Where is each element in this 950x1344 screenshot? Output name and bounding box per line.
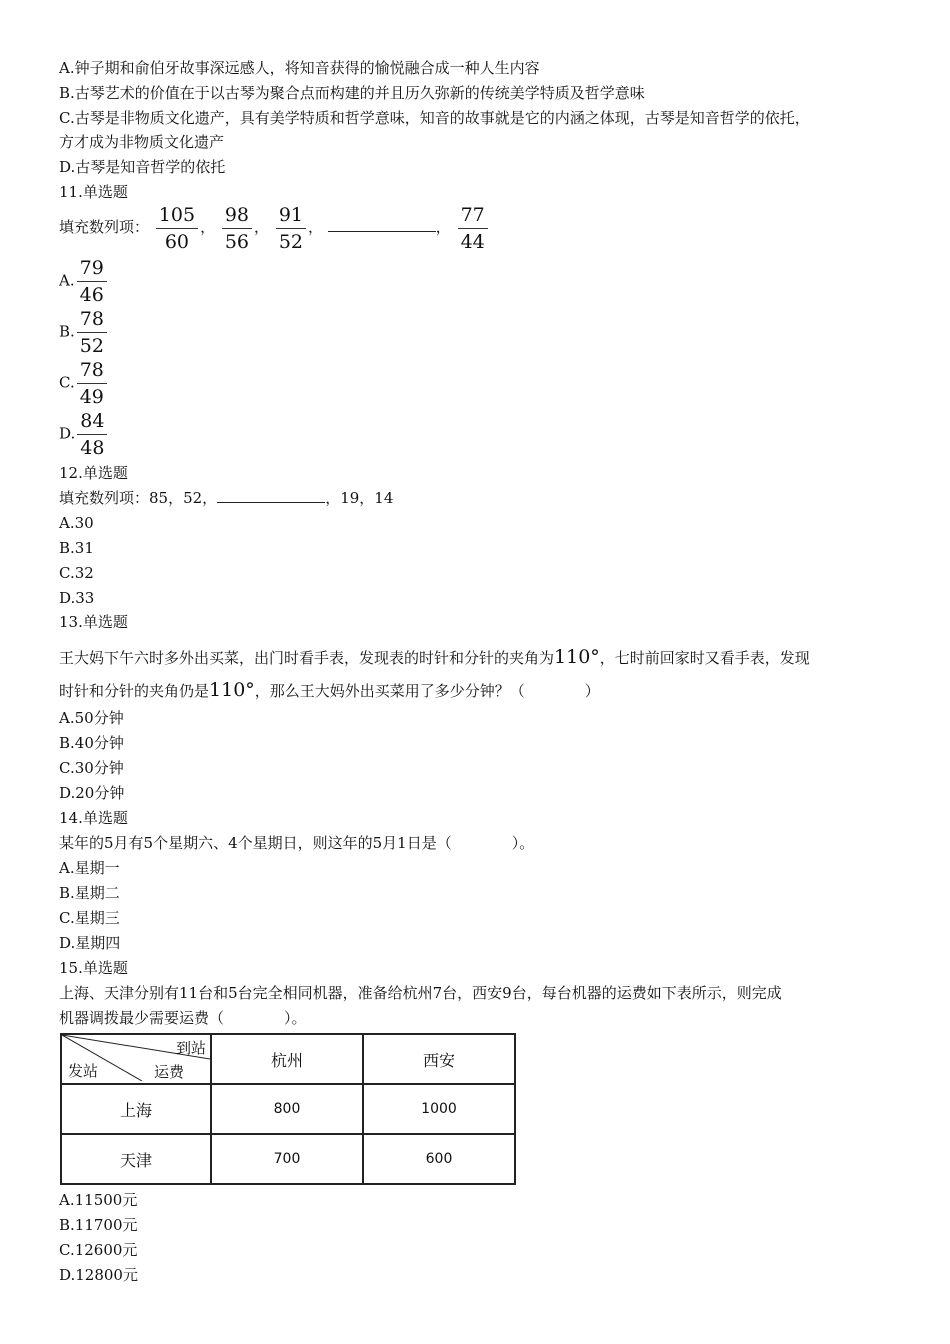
q15-option-a: A.11500元 (59, 1191, 138, 1209)
q11-option-b (59, 308, 109, 357)
q11-fraction-1 (156, 204, 198, 253)
q14-option-d: D.星期四 (59, 934, 121, 952)
q12-option-d: D.33 (59, 589, 95, 607)
q13-option-a: A.50分钟 (59, 709, 124, 727)
option-fraction (77, 308, 107, 357)
q10-option-b: B.古琴艺术的价值在于以古琴为聚合点而构建的并且历久弥新的传统美学特质及哲学意味 (59, 84, 645, 102)
col-header-xian: 西安 (363, 1034, 515, 1084)
denominator: 48 (80, 437, 105, 459)
q11-prompt-line: 填充数列项： $\frac{105}{60}$ ， $\frac{98}{56}$ ， $\frac{91}{52}$ ， ， $\frac{77}{44}$ (59, 203, 490, 251)
q13-text: 时针和分针的夹角仍是 (59, 682, 210, 700)
q13-option-c: C.30分钟 (59, 759, 124, 777)
table-header-row (61, 1034, 515, 1084)
denominator: 44 (460, 230, 485, 253)
q11-option-c (59, 359, 109, 408)
q12-prompt-end: ，19，14 (325, 489, 394, 507)
q11-fraction-3 (276, 204, 306, 253)
q13-text: ，那么王大妈外出买菜用了多少分钟？（ ） (254, 682, 600, 700)
numerator: 78 (77, 359, 107, 384)
q13-header: 13.单选题 (59, 613, 128, 631)
row-header-shanghai: 上海 (61, 1084, 211, 1134)
denominator: 49 (79, 386, 104, 408)
q12-option-a: A.30 (59, 514, 94, 532)
numerator: 79 (77, 257, 107, 282)
q12-prompt-start: 填充数列项：85，52， (59, 489, 218, 507)
q13-option-d: D.20分钟 (59, 784, 125, 802)
q11-option-d (59, 410, 109, 459)
q12-prompt-line (59, 488, 393, 508)
q12-option-b: B.31 (59, 539, 94, 557)
q10-option-d: D.古琴是知音哲学的依托 (59, 158, 226, 176)
q11-answer-blank (328, 217, 436, 232)
freight-cost-table (60, 1033, 516, 1185)
q11-header: 11.单选题 (59, 183, 128, 201)
q13-text: 王大妈下午六时多外出买菜，出门时看手表，发现表的时针和分针的夹角为 (59, 649, 555, 667)
cell-value: 800 (211, 1084, 363, 1134)
q11-option-a (59, 257, 109, 306)
q10-option-c: C.古琴是非物质文化遗产，具有美学特质和哲学意味，知音的故事就是它的内涵之体现，古琴是知音哲学的依托， (59, 109, 810, 127)
denominator: 52 (79, 335, 104, 357)
q10-option-c-continued: 方才成为非物质文化遗产 (59, 133, 225, 151)
denominator: 52 (278, 230, 303, 253)
q15-option-c: C.12600元 (59, 1241, 138, 1259)
numerator: 78 (77, 308, 107, 333)
option-label: D. (59, 424, 76, 443)
q14-option-b: B.星期二 (59, 884, 120, 902)
q11-prompt: 填充数列项： (59, 218, 150, 236)
numerator: 98 (222, 204, 252, 229)
q14-prompt: 某年的5月有5个星期六、4个星期日，则这年的5月1日是（ ）。 (59, 834, 535, 852)
q15-prompt-line-1: 上海、天津分别有11台和5台完全相同机器，准备给杭州7台，西安9台，每台机器的运费如下表所示，则完成 (59, 984, 782, 1002)
numerator: 84 (77, 410, 107, 435)
option-label: B. (59, 322, 75, 341)
q13-angle: 110° (554, 646, 600, 668)
numerator: 105 (156, 204, 198, 229)
option-fraction (77, 257, 107, 306)
q13-option-b: B.40分钟 (59, 734, 124, 752)
q13-angle: 110° (209, 679, 255, 701)
table-row (61, 1084, 515, 1134)
q10-option-a: A.钟子期和俞伯牙故事深远感人，将知音获得的愉悦融合成一种人生内容 (59, 59, 540, 77)
q11-fraction-2 (222, 204, 252, 253)
cell-value: 600 (363, 1134, 515, 1184)
option-fraction (77, 410, 107, 459)
table-corner-cell (61, 1034, 211, 1084)
q14-option-c: C.星期三 (59, 909, 120, 927)
q15-header: 15.单选题 (59, 959, 128, 977)
numerator: 91 (276, 204, 306, 229)
corner-from-label: 发站 (68, 1062, 99, 1080)
corner-fee-label: 运费 (154, 1063, 185, 1081)
denominator: 56 (224, 230, 250, 253)
q11-fraction-4 (458, 204, 488, 253)
option-label: C. (59, 373, 75, 392)
row-header-tianjin: 天津 (61, 1134, 211, 1184)
q14-option-a: A.星期一 (59, 859, 120, 877)
option-label: A. (59, 271, 75, 290)
q12-option-c: C.32 (59, 564, 94, 582)
q15-option-d: D.12800元 (59, 1266, 138, 1284)
table-row (61, 1134, 515, 1184)
q13-prompt-line-2 (59, 675, 600, 706)
q13-prompt-line-1 (59, 642, 810, 673)
q12-header: 12.单选题 (59, 464, 128, 482)
q15-option-b: B.11700元 (59, 1216, 138, 1234)
col-header-hangzhou: 杭州 (211, 1034, 363, 1084)
corner-to-label: 到站 (175, 1039, 206, 1057)
denominator: 46 (79, 284, 104, 306)
option-fraction (77, 359, 107, 408)
q15-prompt-line-2: 机器调拨最少需要运费（ ）。 (59, 1009, 307, 1027)
numerator: 77 (458, 204, 488, 229)
cell-value: 1000 (363, 1084, 515, 1134)
q13-text: ，七时前回家时又看手表，发现 (599, 649, 810, 667)
cell-value: 700 (211, 1134, 363, 1184)
q14-header: 14.单选题 (59, 809, 128, 827)
q12-answer-blank (217, 488, 325, 503)
denominator: 60 (164, 230, 190, 253)
